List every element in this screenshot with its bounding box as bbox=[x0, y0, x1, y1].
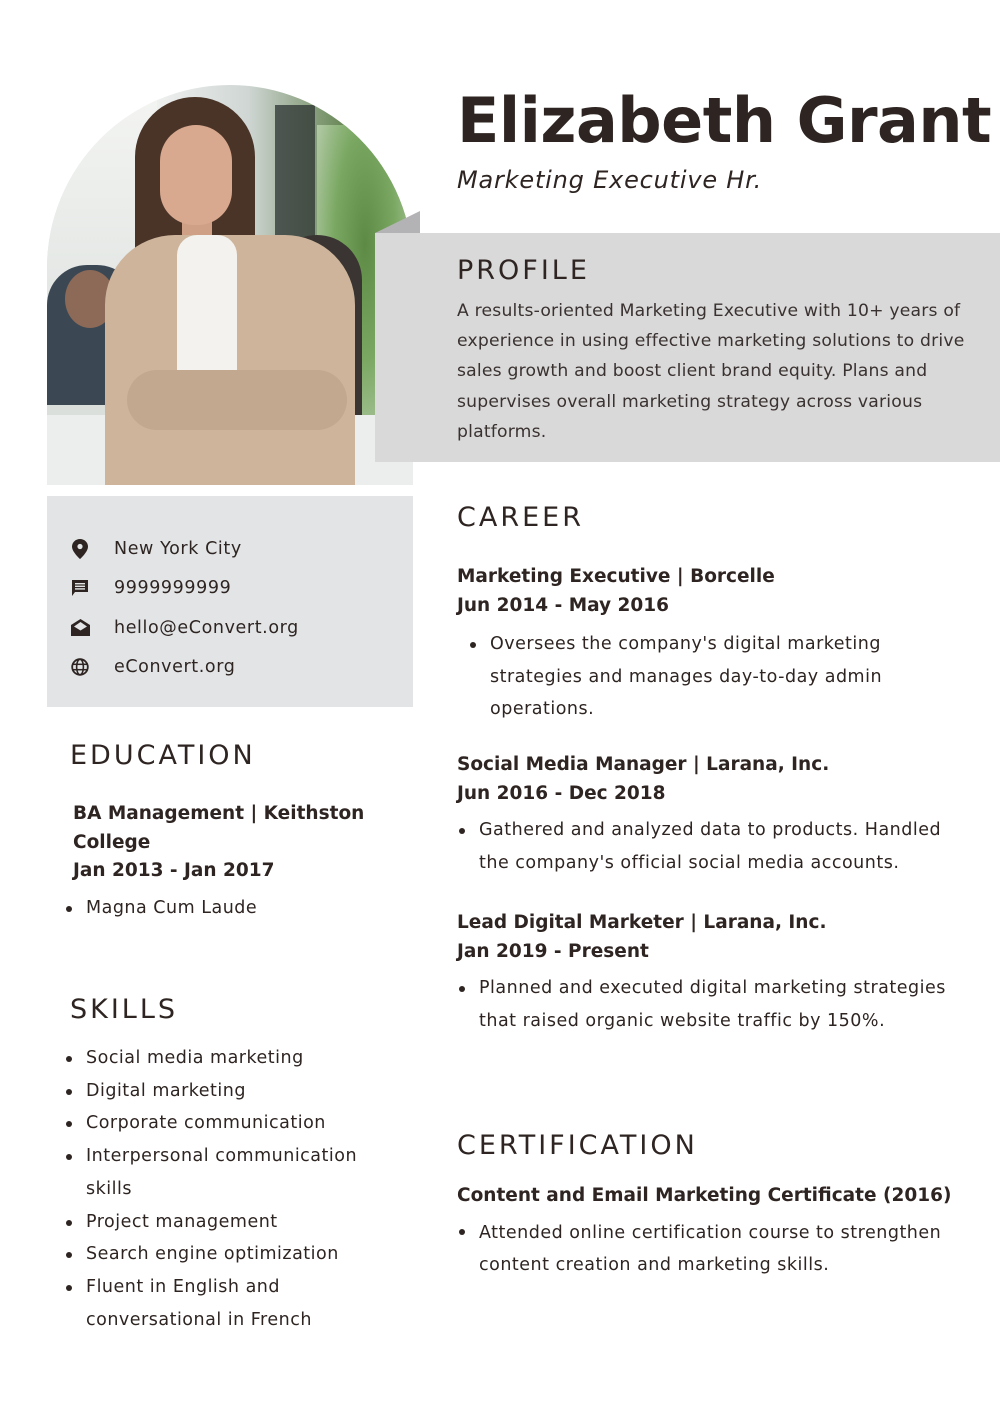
certification-name: Content and Email Marketing Certificate (2016) bbox=[457, 1185, 952, 1206]
career-role: Marketing Executive | Borcelle bbox=[457, 566, 775, 587]
profile-photo bbox=[47, 85, 413, 485]
career-entry bbox=[457, 563, 967, 726]
photo-subject-shirt bbox=[177, 235, 237, 385]
career-bullets bbox=[457, 628, 967, 726]
photo-subject-face bbox=[160, 125, 232, 225]
education-heading: EDUCATION bbox=[70, 740, 256, 771]
profile-section bbox=[375, 233, 1000, 462]
skill-item: Project management bbox=[64, 1206, 394, 1239]
globe-icon bbox=[69, 656, 91, 678]
skills-heading: SKILLS bbox=[70, 994, 179, 1025]
contact-phone-text[interactable]: 9999999999 bbox=[114, 578, 232, 599]
contact-email-text[interactable]: hello@eConvert.org bbox=[114, 617, 299, 638]
career-bullets bbox=[457, 814, 967, 879]
career-entry bbox=[457, 909, 967, 1037]
skill-item: Fluent in English and conversational in French bbox=[64, 1271, 394, 1336]
career-bullets bbox=[457, 972, 967, 1037]
career-dates: Jun 2016 - Dec 2018 bbox=[457, 782, 666, 804]
contact-location-text: New York City bbox=[114, 538, 242, 559]
career-role: Social Media Manager | Larana, Inc. bbox=[457, 754, 830, 775]
certification-bullets bbox=[457, 1217, 967, 1282]
profile-box-fold bbox=[375, 211, 420, 233]
contact-location bbox=[69, 529, 413, 569]
contact-section bbox=[47, 496, 413, 707]
skill-item: Search engine optimization bbox=[64, 1238, 394, 1271]
skill-item: Corporate communication bbox=[64, 1107, 394, 1140]
location-pin-icon bbox=[69, 538, 91, 560]
profile-heading: PROFILE bbox=[457, 255, 590, 286]
skill-item: Digital marketing bbox=[64, 1075, 394, 1108]
certification-bullet: Attended online certification course to strengthen content creation and marketing skills. bbox=[457, 1217, 967, 1282]
career-dates: Jan 2019 - Present bbox=[457, 940, 649, 962]
certification-heading: CERTIFICATION bbox=[457, 1130, 698, 1161]
contact-website bbox=[69, 648, 413, 688]
contact-phone bbox=[69, 569, 413, 609]
education-dates: Jan 2013 - Jan 2017 bbox=[73, 860, 275, 881]
candidate-name: Elizabeth Grant bbox=[457, 84, 992, 157]
education-bullets bbox=[64, 894, 404, 922]
contact-email bbox=[69, 608, 413, 648]
profile-summary: A results-oriented Marketing Executive with 10+ years of experience in using effective marketing solutions to drive sales growth and boost client brand equity. Plans and supervises overall marketing strategy across various platforms. bbox=[457, 301, 965, 442]
career-heading: CAREER bbox=[457, 502, 584, 533]
career-bullet: Gathered and analyzed data to products. Handled the company's official social media accounts. bbox=[457, 814, 967, 879]
contact-website-text[interactable]: eConvert.org bbox=[114, 657, 236, 678]
envelope-icon bbox=[69, 617, 91, 639]
education-degree: BA Management | Keithston College bbox=[73, 803, 365, 853]
certification-entry bbox=[457, 1182, 967, 1282]
candidate-title: Marketing Executive Hr. bbox=[457, 166, 763, 194]
skill-item: Interpersonal communication skills bbox=[64, 1140, 394, 1205]
photo-subject-arms bbox=[127, 370, 347, 430]
career-bullet: Planned and executed digital marketing strategies that raised organic website traffic by 150%. bbox=[457, 972, 967, 1037]
career-dates: Jun 2014 - May 2016 bbox=[457, 594, 670, 616]
career-entry bbox=[457, 751, 967, 879]
education-entry bbox=[73, 800, 393, 886]
skills-list bbox=[64, 1042, 394, 1336]
chat-icon bbox=[69, 577, 91, 599]
education-bullet: Magna Cum Laude bbox=[64, 894, 404, 922]
career-role: Lead Digital Marketer | Larana, Inc. bbox=[457, 912, 827, 933]
skill-item: Social media marketing bbox=[64, 1042, 394, 1075]
career-bullet: Oversees the company's digital marketing strategies and manages day-to-day admin operations. bbox=[468, 628, 967, 726]
